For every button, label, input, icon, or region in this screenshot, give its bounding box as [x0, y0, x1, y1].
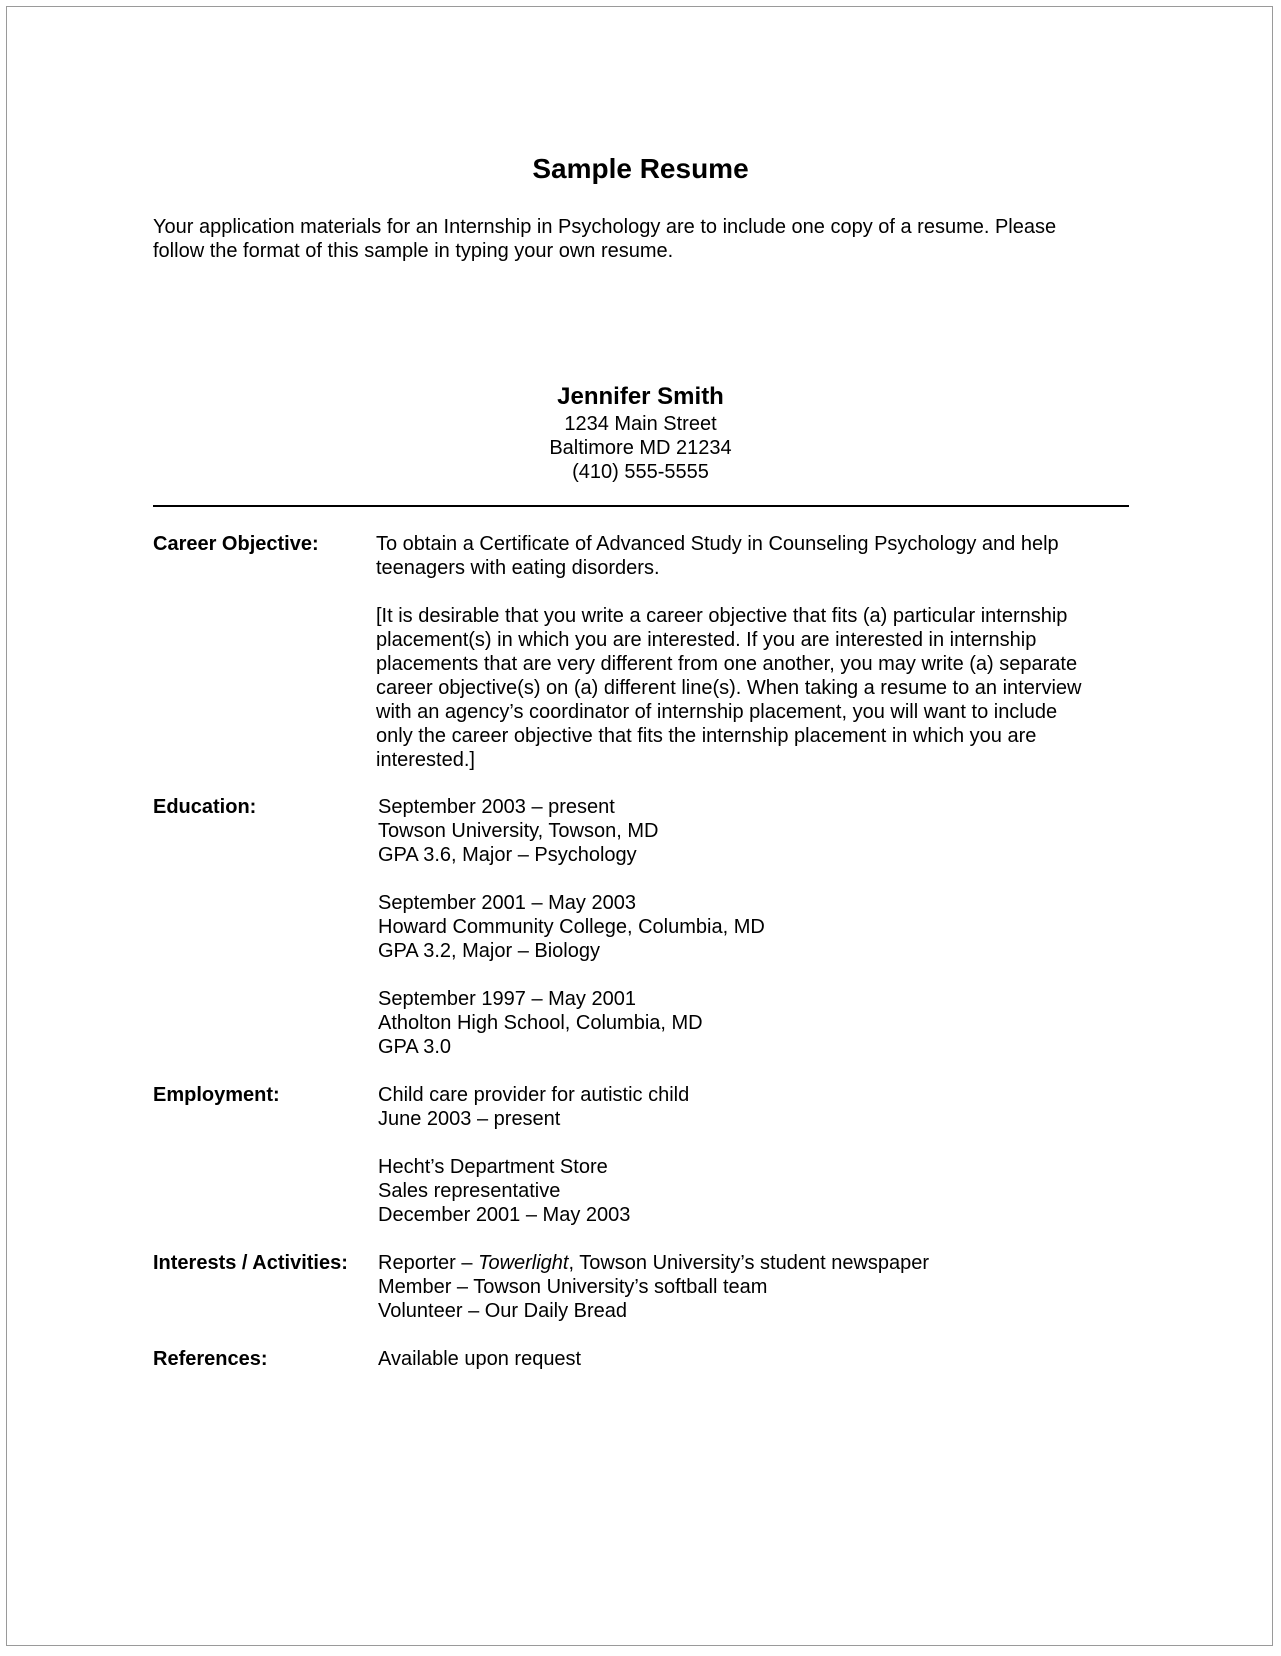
page-title: Sample Resume	[532, 153, 749, 184]
references-value: Available upon request	[378, 1348, 582, 1370]
employment-role: Child care provider for autistic child	[378, 1084, 690, 1106]
education-gpa: GPA 3.6, Major – Psychology	[378, 844, 637, 866]
employment-employer: Hecht’s Department Store	[378, 1156, 608, 1178]
section-label: Career Objective:	[153, 533, 319, 555]
activity-item: Member – Towson University’s softball team	[378, 1276, 768, 1298]
objective-note-line: only the career objective that fits the internship placement in which you are	[376, 725, 1037, 747]
education-dates: September 1997 – May 2001	[378, 988, 636, 1010]
intro-line: Your application materials for an Internship in Psychology are to include one copy of a resume. Please	[153, 216, 1057, 238]
activity-item: Reporter – Towerlight, Towson University’s student newspaper	[378, 1252, 930, 1274]
education-school: Atholton High School, Columbia, MD	[378, 1012, 703, 1034]
references-content	[376, 1347, 1136, 1371]
activity-item: Volunteer – Our Daily Bread	[378, 1300, 628, 1322]
objective-line: teenagers with eating disorders.	[376, 557, 660, 579]
objective-line: To obtain a Certificate of Advanced Study in Counseling Psychology and help	[376, 533, 1059, 555]
education-school: Towson University, Towson, MD	[378, 820, 659, 842]
employment-dates: June 2003 – present	[378, 1108, 561, 1130]
objective-note-line: career objective(s) on (a) different line(s). When taking a resume to an interview	[376, 677, 1082, 699]
education-dates: September 2001 – May 2003	[378, 892, 636, 914]
education-content	[376, 795, 1136, 1059]
section-label: Education:	[153, 796, 257, 818]
section-label: References:	[153, 1348, 268, 1370]
education-gpa: GPA 3.2, Major – Biology	[378, 940, 600, 962]
intro-paragraph	[153, 215, 1133, 263]
newspaper-title: Towerlight	[478, 1252, 569, 1274]
section-label: Interests / Activities:	[153, 1252, 348, 1274]
employment-role: Sales representative	[378, 1180, 561, 1202]
interests-content	[376, 1251, 1136, 1323]
applicant-name: Jennifer Smith	[557, 383, 724, 410]
resume-header	[0, 382, 1281, 484]
city-state-zip: Baltimore MD 21234	[549, 437, 732, 459]
intro-line: follow the format of this sample in typing your own resume.	[153, 240, 674, 262]
section-label: Employment:	[153, 1084, 280, 1106]
phone-number: (410) 555-5555	[572, 461, 709, 483]
objective-note-line: with an agency’s coordinator of internship placement, you will want to include	[376, 701, 1058, 723]
objective-note-line: placement(s) in which you are interested. If you are interested in internship	[376, 629, 1037, 651]
education-school: Howard Community College, Columbia, MD	[378, 916, 765, 938]
education-gpa: GPA 3.0	[378, 1036, 452, 1058]
street-address: 1234 Main Street	[564, 413, 717, 435]
education-dates: September 2003 – present	[378, 796, 615, 818]
employment-content	[376, 1083, 1136, 1227]
employment-dates: December 2001 – May 2003	[378, 1204, 631, 1226]
objective-note-line: interested.]	[376, 749, 475, 771]
objective-note-line: placements that are very different from one another, you may write (a) separate	[376, 653, 1078, 675]
career-objective-content	[376, 532, 1136, 772]
objective-note-line: [It is desirable that you write a career objective that fits (a) particular internship	[376, 605, 1068, 627]
header-divider	[153, 505, 1129, 507]
